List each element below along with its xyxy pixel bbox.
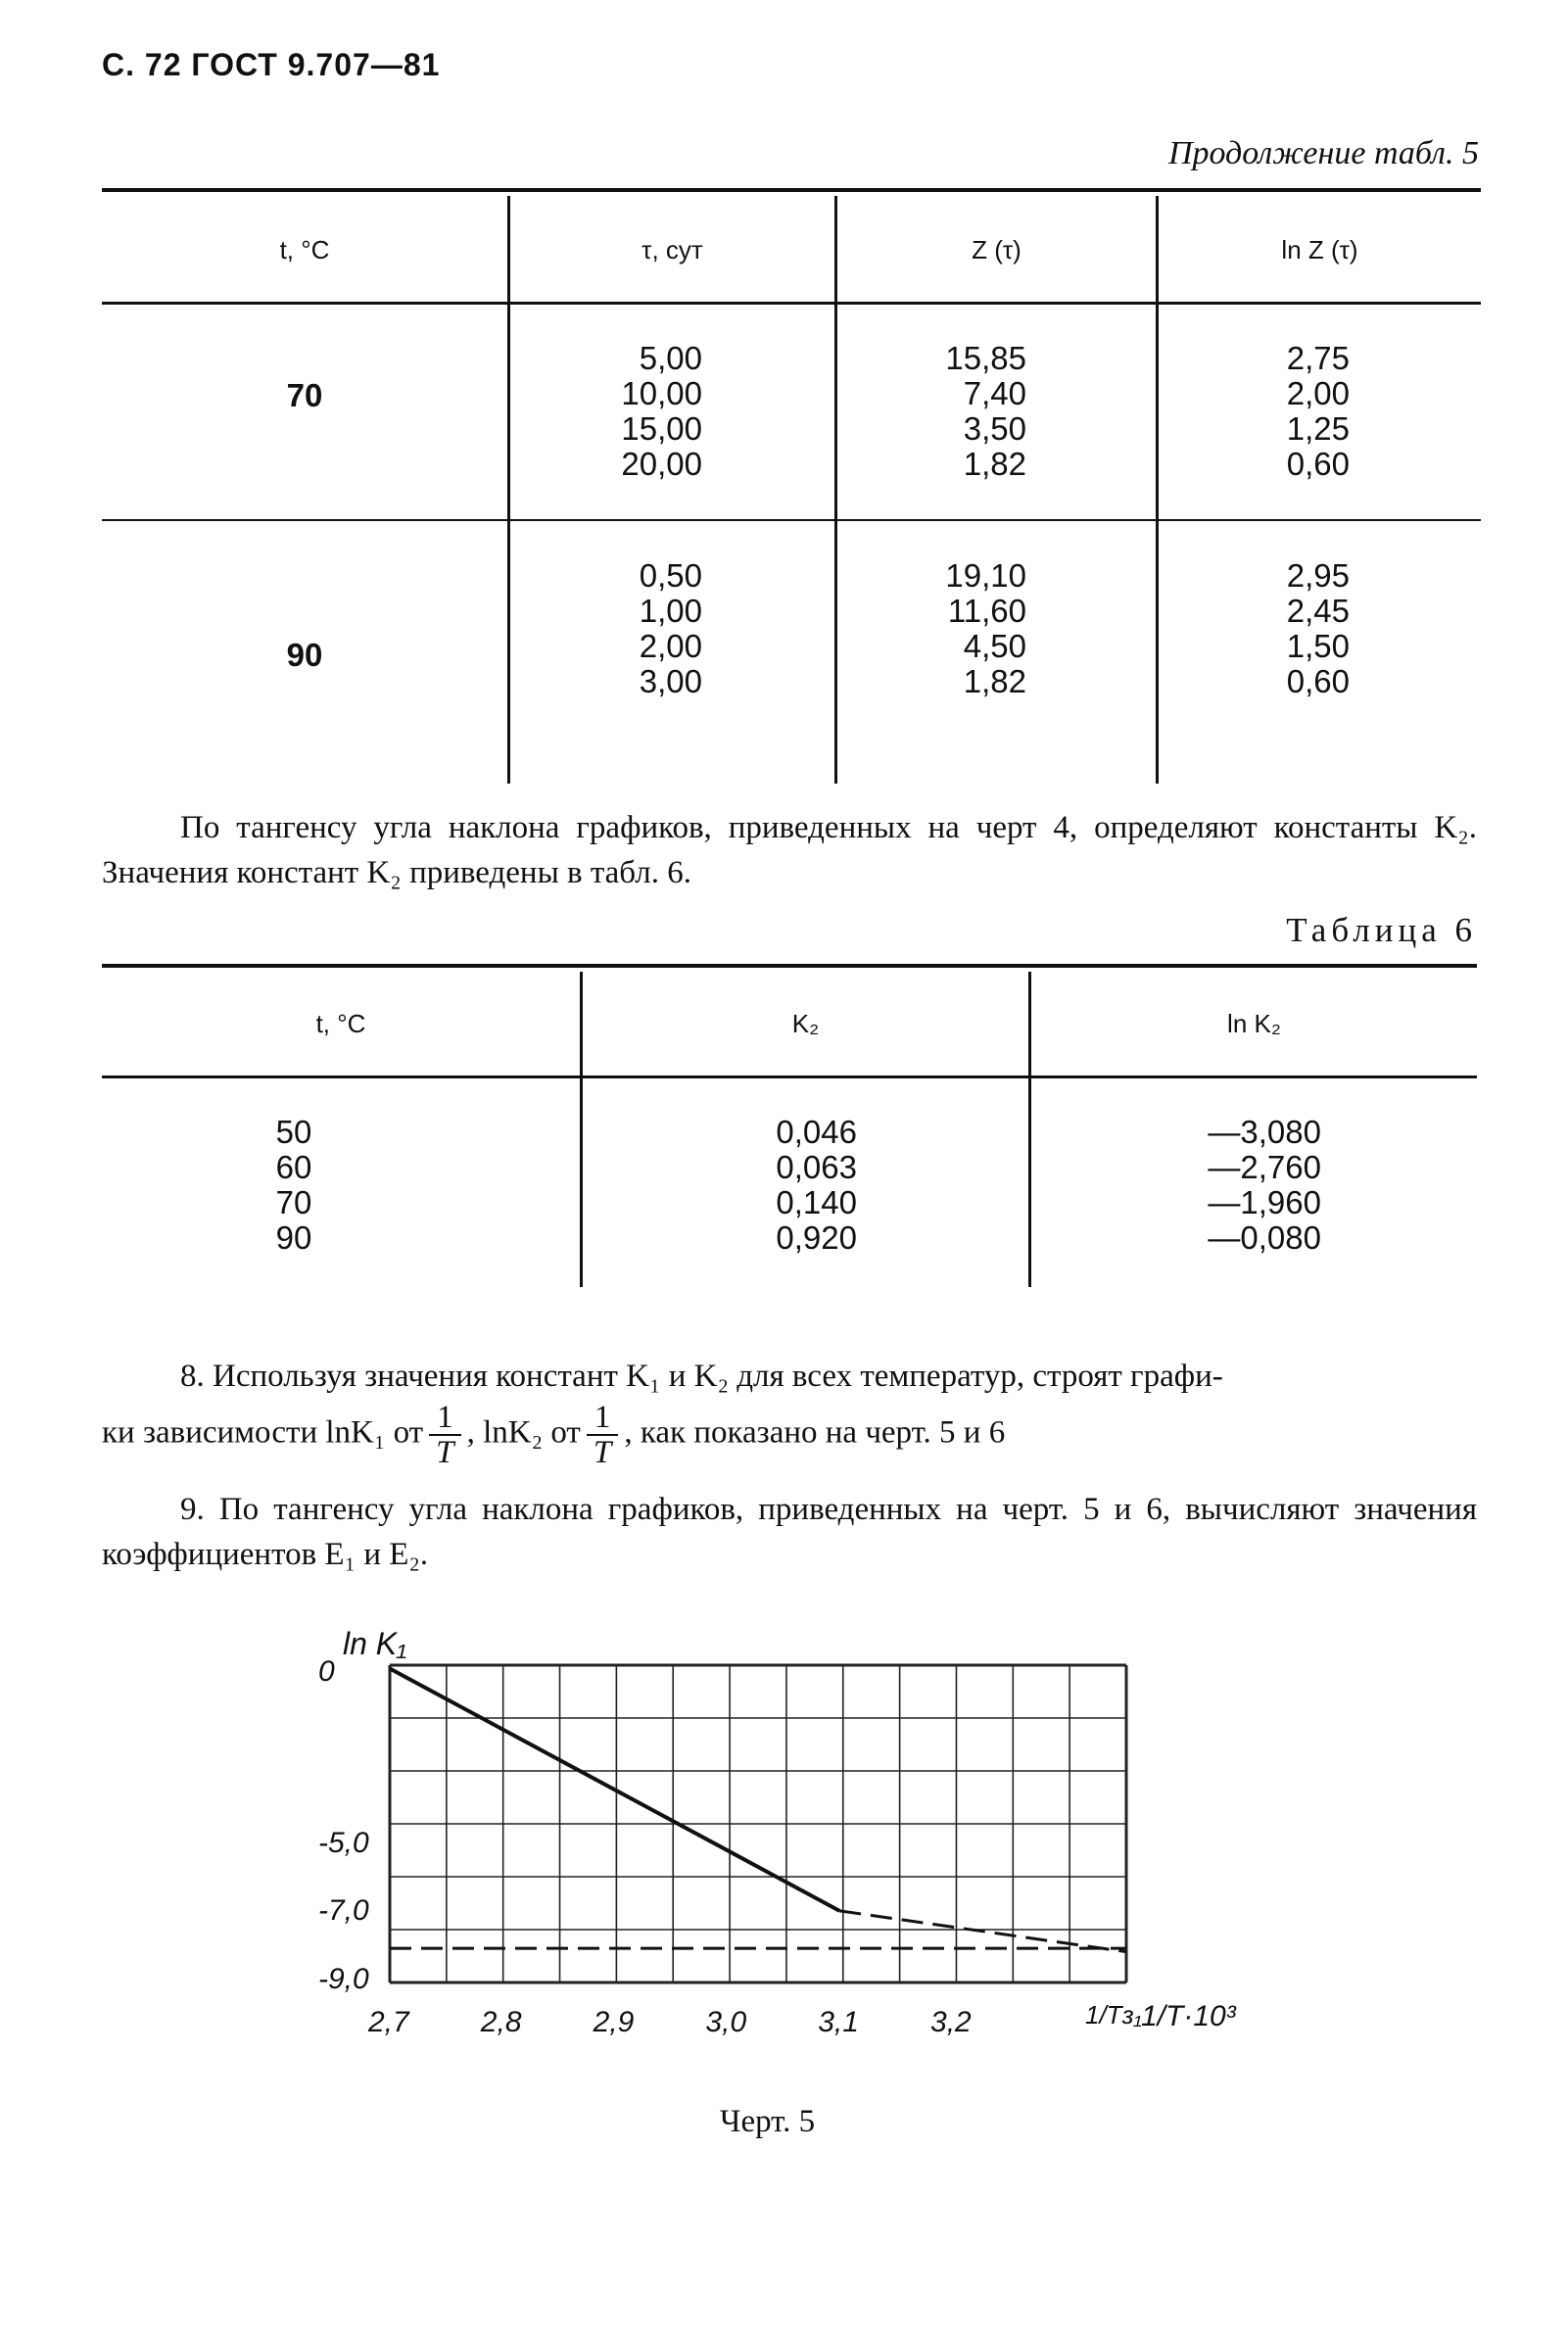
chart-ytick-label: -5,0 bbox=[318, 1826, 369, 1859]
table5-z-cell: 19,10 11,60 4,50 1,82 bbox=[945, 557, 1026, 699]
chart-xtick-label: 3,2 bbox=[930, 2006, 972, 2038]
table6-lnk2-cell: —3,080 —2,760 —1,960 —0,080 bbox=[1208, 1114, 1321, 1256]
table5-caption: Продолжение табл. 5 bbox=[1167, 135, 1479, 171]
text-fragment: ки зависимости lnK₁ от bbox=[102, 1414, 424, 1451]
table5-header-tau: τ, сут bbox=[641, 235, 703, 264]
chart-xtick-label: 2,9 bbox=[593, 2006, 635, 2038]
table6-header-lnk2: ln K₂ bbox=[1227, 1009, 1281, 1038]
figure-caption: Черт. 5 bbox=[720, 2104, 816, 2139]
chart-ytick-label: 0 bbox=[318, 1655, 335, 1689]
chart-xtick-label: 2,7 bbox=[368, 2006, 409, 2038]
text-fragment: , как показано на черт. 5 и 6 bbox=[624, 1414, 1006, 1451]
table5-header-t: t, °С bbox=[279, 235, 330, 264]
chart-series-line-1 bbox=[390, 1668, 839, 1910]
chart-xtick-label: 3,1 bbox=[818, 2006, 859, 2038]
paragraph-item-8-line1: 8. Используя значения констант K₁ и K₂ для всех температур, строят графи- bbox=[180, 1359, 1223, 1394]
fraction-one-over-t: $\frac{1}{T}$ bbox=[429, 1401, 461, 1469]
table6-header-k2: K₂ bbox=[791, 1009, 820, 1038]
paragraph-item-9: 9. По тангенсу угла наклона графиков, приведенных на черт. 5 и 6, вычисляют значения коэффициентов E₁ и E₂. bbox=[102, 1492, 1477, 1572]
table5-header-lnz: ln Z (τ) bbox=[1281, 235, 1358, 264]
table5-temp: 90 bbox=[286, 637, 323, 673]
page-header: С. 72 ГОСТ 9.707—81 bbox=[102, 47, 441, 82]
chart-ytick-label: -7,0 bbox=[318, 1894, 369, 1928]
chart-xlabel: 1/T·10³ bbox=[1141, 2000, 1236, 2032]
chart-x-extra-label: 1/Tз₁ bbox=[1085, 2000, 1142, 2030]
paragraph-k2: По тангенсу угла наклона графиков, приведенных на черт 4, определяют константы K₂. Значения констант K₂ приведены в табл. 6. bbox=[102, 810, 1477, 890]
table5-header-z: Z (τ) bbox=[972, 235, 1022, 264]
table5-tau-cell: 0,50 1,00 2,00 3,00 bbox=[639, 557, 702, 699]
table5-lnz-cell: 2,95 2,45 1,50 0,60 bbox=[1286, 557, 1350, 699]
chart-ylabel: ln K₁ bbox=[343, 1626, 407, 1661]
table5-z-cell: 15,85 7,40 3,50 1,82 bbox=[945, 340, 1026, 482]
chart-series-line-2 bbox=[839, 1911, 1126, 1952]
chart-ytick-label: -9,0 bbox=[318, 1963, 369, 1995]
table5-tau-cell: 5,00 10,00 15,00 20,00 bbox=[621, 340, 702, 482]
table6-header-t: t, °С bbox=[315, 1009, 366, 1038]
table6-caption: Таблица 6 bbox=[1286, 911, 1477, 949]
text-fragment: , lnK₂ от bbox=[466, 1414, 581, 1451]
table6-k2-cell: 0,046 0,063 0,140 0,920 bbox=[776, 1114, 857, 1256]
chart-xtick-label: 3,0 bbox=[705, 2006, 747, 2038]
fraction-one-over-t: $\frac{1}{T}$ bbox=[587, 1401, 619, 1469]
chart-xtick-label: 2,8 bbox=[480, 2006, 522, 2038]
table6-t-cell: 50 60 70 90 bbox=[275, 1114, 312, 1256]
table5-lnz-cell: 2,75 2,00 1,25 0,60 bbox=[1286, 340, 1350, 482]
table5-temp: 70 bbox=[286, 377, 323, 413]
